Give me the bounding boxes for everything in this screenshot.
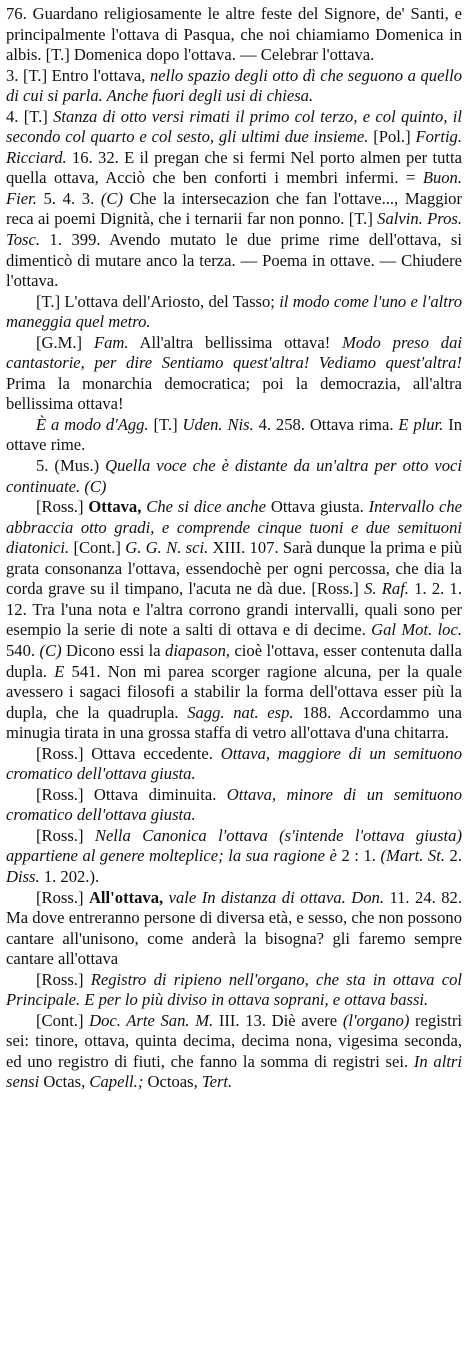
text-segment: Dicono essi la xyxy=(61,640,166,660)
text-segment: In altri sensi xyxy=(6,1051,462,1092)
text-segment: (C) xyxy=(39,640,62,660)
text-segment: Sagg. nat. esp. xyxy=(187,702,294,722)
text-segment: registri sei: tinore, ottava, quinta decima, decima nona, vigesima seconda, ed uno registro di fiuti, che fanno la somma di registri sei. xyxy=(6,1010,463,1071)
text-segment: [Ross.] xyxy=(36,887,89,907)
text-segment: In ottave rime. xyxy=(6,414,463,455)
text-segment: È a modo d'Agg. xyxy=(36,414,149,434)
text-segment: Tert. xyxy=(201,1072,233,1092)
text-segment: 188. Accordammo una minugia tirata in una grossa staffa di vetro all'ottava d'una chitarra. xyxy=(6,702,462,743)
text-segment: Intervallo che abbraccia otto gradi, e comprende cinque tuoni e due semituoni diatonici. xyxy=(6,497,462,558)
text-segment: Nella Canonica l'ottava (s'intende l'ottava giusta) appartiene al genere molteplice; la sua ragione è xyxy=(6,825,462,866)
text-segment: 3. [T.] Entro l'ottava, xyxy=(6,65,150,85)
paragraph-5 xyxy=(6,415,462,456)
text-segment: 1. 2. 1. 12. Tra l'una nota e l'altra corrono grandi intervalli, quali sono per esempio la serie di note a salti di ottava e di decime. xyxy=(6,579,462,640)
text-segment: 5. (Mus.) xyxy=(36,456,106,476)
text-segment: S. Raf. xyxy=(364,579,409,599)
text-segment: Octoas, xyxy=(143,1072,202,1092)
text-segment: (C) xyxy=(100,188,124,208)
text-segment: [T.] L'ottava dell'Ariosto, del Tasso; xyxy=(36,291,280,311)
text-segment: [Pol.] xyxy=(368,127,416,147)
text-segment: Quella voce che è distante da un'altra per otto voci continuate. (C) xyxy=(6,456,462,496)
text-segment: Fam. xyxy=(93,332,129,352)
paragraph-3 xyxy=(6,292,462,333)
text-segment: il modo come l'uno e l'altro maneggia quel metro. xyxy=(6,291,462,332)
paragraph-0 xyxy=(6,4,462,66)
text-segment: Uden. Nis. xyxy=(182,414,254,434)
paragraph-1 xyxy=(6,66,462,107)
text-segment: [Cont.] xyxy=(36,1010,90,1030)
text-segment: Registro di ripieno nell'organo, che sta in ottava col Principale. E per lo più diviso in ottava soprani, e ottava bassi. xyxy=(6,969,462,1010)
text-segment: Ottava, minore di un semituono cromatico dell'ottava giusta. xyxy=(6,784,462,825)
paragraph-10 xyxy=(6,826,462,888)
text-segment: Doc. Arte San. M. xyxy=(89,1010,214,1030)
text-segment: XIII. 107. Sarà dunque la prima e più grata consonanza l'ottava, essendochè per ogni percossa, che dia la corda grave su il timpano, l'acuta ne dà due. [Ross.] xyxy=(6,538,462,599)
text-segment: Capell.; xyxy=(89,1072,144,1092)
text-segment: (l'organo) xyxy=(342,1010,410,1030)
text-segment: Che la intersecazion che fan l'ottave..., Maggior reca ai poemi Dignità, che i ternarii far non ponno. [T.] xyxy=(6,188,462,229)
text-segment: Stanza di otto versi rimati il primo col terzo, e col quinto, il secondo col quarto e col sesto, gli ultimi due insieme. xyxy=(6,106,462,147)
text-segment: III. 13. Diè avere xyxy=(213,1010,343,1030)
text-segment: [Cont.] xyxy=(69,538,126,558)
text-segment: 4. [T.] xyxy=(6,106,54,126)
text-segment: Buon. Fier. xyxy=(6,168,462,208)
text-segment: 16. 32. E il pregan che si fermi Nel porto almen per tutta quella ottava, Acciò che ben conforti i membri infermi. = xyxy=(6,147,462,188)
text-segment: 1. 202.). xyxy=(39,866,100,886)
text-segment: E xyxy=(54,661,65,681)
text-segment: Ottava, maggiore di un semituono cromatico dell'ottava giusta. xyxy=(6,743,463,784)
text-segment: 2 : 1. xyxy=(336,846,381,866)
text-segment: nello spazio degli otto dì che seguono a quello di cui si parla. Anche fuori degli usi di chiesa. xyxy=(6,65,462,106)
text-segment: Che si dice anche xyxy=(141,497,266,517)
text-segment: Salvin. Pros. Tosc. xyxy=(6,209,463,250)
text-segment: G. G. N. sci. xyxy=(125,538,209,558)
text-segment: E plur. xyxy=(398,414,444,434)
text-segment: [Ross.] Ottava eccedente. xyxy=(36,743,221,763)
paragraph-2 xyxy=(6,107,462,292)
text-segment: Ottava giusta. xyxy=(265,497,369,517)
text-segment: All'ottava, xyxy=(88,887,164,907)
text-segment: [G.M.] xyxy=(36,332,94,352)
paragraph-11 xyxy=(6,888,462,970)
text-segment: [T.] xyxy=(148,414,183,434)
text-segment: 1. 399. Avendo mutato le due prime rime dell'ottava, si dimenticò di mutare anco la terza. — Poema in ottave. — Chiudere l'ottava. xyxy=(6,230,462,291)
paragraph-6 xyxy=(6,456,462,497)
text-segment: Modo preso dai cantastorie, per dire Sentiamo quest'altra! Vediamo quest'altra! xyxy=(6,332,462,373)
paragraph-8 xyxy=(6,744,462,785)
text-segment: Octas, xyxy=(39,1072,90,1092)
text-segment: [Ross.] xyxy=(36,969,91,989)
paragraph-7 xyxy=(6,497,462,744)
text-segment: 76. Guardano religiosamente le altre feste del Signore, de' Santi, e principalmente l'ottava di Pasqua, che noi chiamiamo Domenica in albis. [T.] Domenica dopo l'ottava. — Celebrar l'ottava. xyxy=(6,4,462,65)
text-segment: [Ross.] xyxy=(36,825,95,845)
text-segment: [Ross.] Ottava diminuita. xyxy=(36,784,227,804)
text-segment: 540. xyxy=(6,640,40,660)
text-segment: Fortig. Ricciard. xyxy=(6,127,462,167)
text-segment: diapason, xyxy=(165,640,231,660)
text-segment: (Mart. St. xyxy=(380,846,445,866)
text-segment: 4. 258. Ottava rima. xyxy=(253,414,399,434)
text-segment: vale In distanza di ottava. Don. xyxy=(163,887,384,907)
paragraph-4 xyxy=(6,333,462,415)
text-segment: 541. Non mi parea scorger ragione alcuna, per la quale avessero i sagaci filosofi a stabilir la forma dell'ottava esser più la dupla, che la quadrupla. xyxy=(6,661,462,722)
text-segment: 5. 4. 3. xyxy=(36,188,101,208)
text-segment: Diss. xyxy=(6,866,40,886)
paragraph-12 xyxy=(6,970,462,1011)
text-segment: Ottava, xyxy=(88,497,142,517)
text-segment: All'altra bellissima ottava! xyxy=(128,332,343,352)
text-segment: cioè l'ottava, esser contenuta dalla dupla. xyxy=(6,640,462,681)
text-segment: Gal Mot. loc. xyxy=(371,620,462,640)
text-segment: Prima la monarchia democratica; poi la democrazia, all'altra bellissima ottava! xyxy=(6,373,462,414)
paragraph-13 xyxy=(6,1011,462,1093)
text-segment: 11. 24. 82. Ma dove entreranno persone di diversa età, e sesso, che non possono cantare all'unisono, come anderà la bisogna? gli faremo sempre cantare all'ottava xyxy=(6,887,462,969)
paragraph-9 xyxy=(6,785,462,826)
text-segment: [Ross.] xyxy=(36,497,89,517)
text-segment: 2. xyxy=(444,846,462,866)
